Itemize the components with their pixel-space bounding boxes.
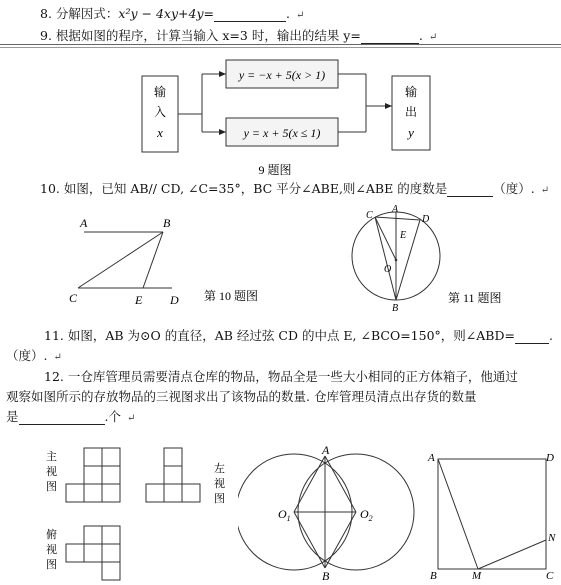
front-view-label-1: 主	[46, 451, 57, 463]
q10-suffix: （度）.	[493, 181, 535, 196]
return-mark-icon: ↵	[53, 352, 62, 363]
return-mark-icon: ↵	[428, 32, 438, 43]
q12-prefix: 是	[6, 409, 19, 424]
question-12	[44, 367, 518, 385]
left-view-label-1: 左	[214, 463, 225, 475]
front-view-label-2: 视	[46, 466, 57, 478]
front-view-cell	[84, 466, 102, 484]
label-O1: $O_1$	[278, 507, 291, 523]
top-view-cell	[102, 526, 120, 544]
question-10	[40, 179, 549, 197]
output-label-2: 出	[404, 105, 418, 119]
two-circles-figure	[238, 440, 418, 582]
segment-BC	[78, 232, 163, 288]
square-figure	[420, 445, 558, 583]
square-ABCD	[438, 459, 546, 569]
top-view-label-3: 图	[46, 559, 57, 571]
label-C: C	[546, 570, 554, 582]
label-B: B	[163, 216, 171, 230]
segment-BO2	[325, 512, 356, 568]
left-view-label-2: 视	[214, 478, 225, 490]
front-view-label-3: 图	[46, 481, 57, 493]
label-B: B	[322, 569, 330, 582]
question-8: 8. 分解因式：x²y − 4xy+4y= . ↵	[40, 6, 305, 21]
return-mark-icon: ↵	[127, 413, 136, 424]
q12-answer-blank[interactable]	[19, 412, 105, 425]
input-label-1: 输	[153, 85, 167, 99]
question-12-line-3	[6, 407, 135, 425]
label-C: C	[69, 291, 78, 305]
output-variable: y	[408, 125, 414, 140]
page-divider	[0, 44, 561, 45]
top-view-label-1: 俯	[46, 529, 57, 541]
front-view-cell	[84, 484, 102, 502]
q8-prefix: 8. 分解因式：	[40, 6, 119, 21]
label-D: D	[422, 214, 430, 225]
front-view-cell	[66, 484, 84, 502]
label-O2: $O_2$	[360, 507, 373, 523]
segment-CB	[375, 217, 396, 300]
front-view-cell	[102, 448, 120, 466]
question-9: 9. 根据如图的程序，计算当输入 x=3 时，输出的结果 y= . ↵	[40, 28, 438, 43]
page-divider-second	[0, 47, 561, 48]
return-mark-icon: ↵	[295, 10, 305, 21]
left-view-cell	[146, 484, 164, 502]
q11-suffix: （度）.	[6, 348, 48, 363]
q12-suffix: .个	[104, 409, 121, 424]
input-label-2: 入	[153, 105, 167, 119]
three-view-figure	[38, 440, 238, 582]
label-A: A	[392, 204, 399, 215]
top-view-label-2: 视	[46, 544, 57, 556]
center-point	[395, 259, 398, 262]
q9-answer-blank[interactable]	[361, 31, 419, 44]
label-B: B	[392, 303, 399, 312]
return-mark-icon: ↵	[540, 185, 550, 196]
q8-expression: x²y − 4xy+4y=	[118, 6, 214, 21]
front-view-cell	[102, 484, 120, 502]
top-view-cell	[84, 544, 102, 562]
label-E: E	[135, 293, 143, 307]
q10-answer-blank[interactable]	[447, 184, 493, 197]
front-view-cell	[84, 448, 102, 466]
rule-top: y = −x + 5(x > 1)	[238, 68, 326, 82]
q8-answer-blank[interactable]	[214, 9, 286, 22]
label-A: A	[428, 452, 435, 464]
top-view-cell	[66, 544, 84, 562]
label-E: E	[400, 230, 407, 241]
input-variable: x	[157, 125, 163, 140]
top-view-cell	[102, 562, 120, 580]
flowchart-caption: 9 题图	[258, 163, 292, 177]
question-12-line-2	[6, 387, 476, 405]
top-view-cell	[84, 526, 102, 544]
label-A: A	[322, 443, 330, 457]
label-B: B	[430, 570, 437, 582]
figure-11	[340, 200, 530, 312]
left-view-label-3: 图	[214, 493, 225, 505]
chord-CD	[375, 217, 420, 220]
segment-MN	[478, 540, 546, 569]
rule-bottom: y = x + 5(x ≤ 1)	[243, 126, 321, 140]
segment-AO1	[294, 456, 325, 512]
label-M: M	[472, 570, 482, 582]
q11-text: 11. 如图，AB 为⊙O 的直径，AB 经过弦 CD 的中点 E, ∠BCO=150°，则∠ABD=	[44, 328, 515, 343]
segment-BE	[143, 232, 163, 288]
left-view-cell	[164, 466, 182, 484]
segment-AM	[438, 459, 478, 569]
flowchart-figure	[130, 52, 450, 180]
left-view-cell	[164, 448, 182, 466]
q11-answer-blank[interactable]	[515, 331, 549, 344]
label-D: D	[546, 452, 554, 464]
question-11-line-2	[6, 346, 62, 364]
figure-10	[60, 210, 310, 310]
segment-CO	[375, 217, 396, 260]
q10-text: 10. 如图，已知 AB// CD, ∠C=35°，BC 平分∠ABE,则∠ABE 的度数是	[40, 181, 448, 196]
label-N: N	[548, 532, 556, 544]
label-D: D	[170, 293, 179, 307]
figure-11-caption: 第 11 题图	[448, 291, 502, 305]
figure-10-caption: 第 10 题图	[204, 289, 259, 303]
q12-line-1: 12. 一仓库管理员需要清点仓库的物品，物品全是一些大小相同的正方体箱子，他通过	[44, 369, 518, 384]
front-view-cell	[102, 466, 120, 484]
left-view-cell	[182, 484, 200, 502]
question-11: 11. 如图，AB 为⊙O 的直径，AB 经过弦 CD 的中点 E, ∠BCO=150°，则∠ABD= .	[44, 328, 553, 343]
top-view-cell	[102, 544, 120, 562]
left-view-cell	[164, 484, 182, 502]
label-C: C	[366, 210, 373, 221]
segment-AO2	[325, 456, 356, 512]
q9-text: 9. 根据如图的程序，计算当输入 x=3 时，输出的结果 y=	[40, 28, 361, 43]
output-label-1: 输	[404, 85, 418, 99]
segment-BO1	[294, 512, 325, 568]
label-O: O	[384, 264, 392, 275]
q12-line-2: 观察如图所示的存放物品的三视图求出了该物品的数量. 仓库管理员清点出存货的数量	[6, 389, 477, 404]
label-A: A	[80, 216, 88, 230]
